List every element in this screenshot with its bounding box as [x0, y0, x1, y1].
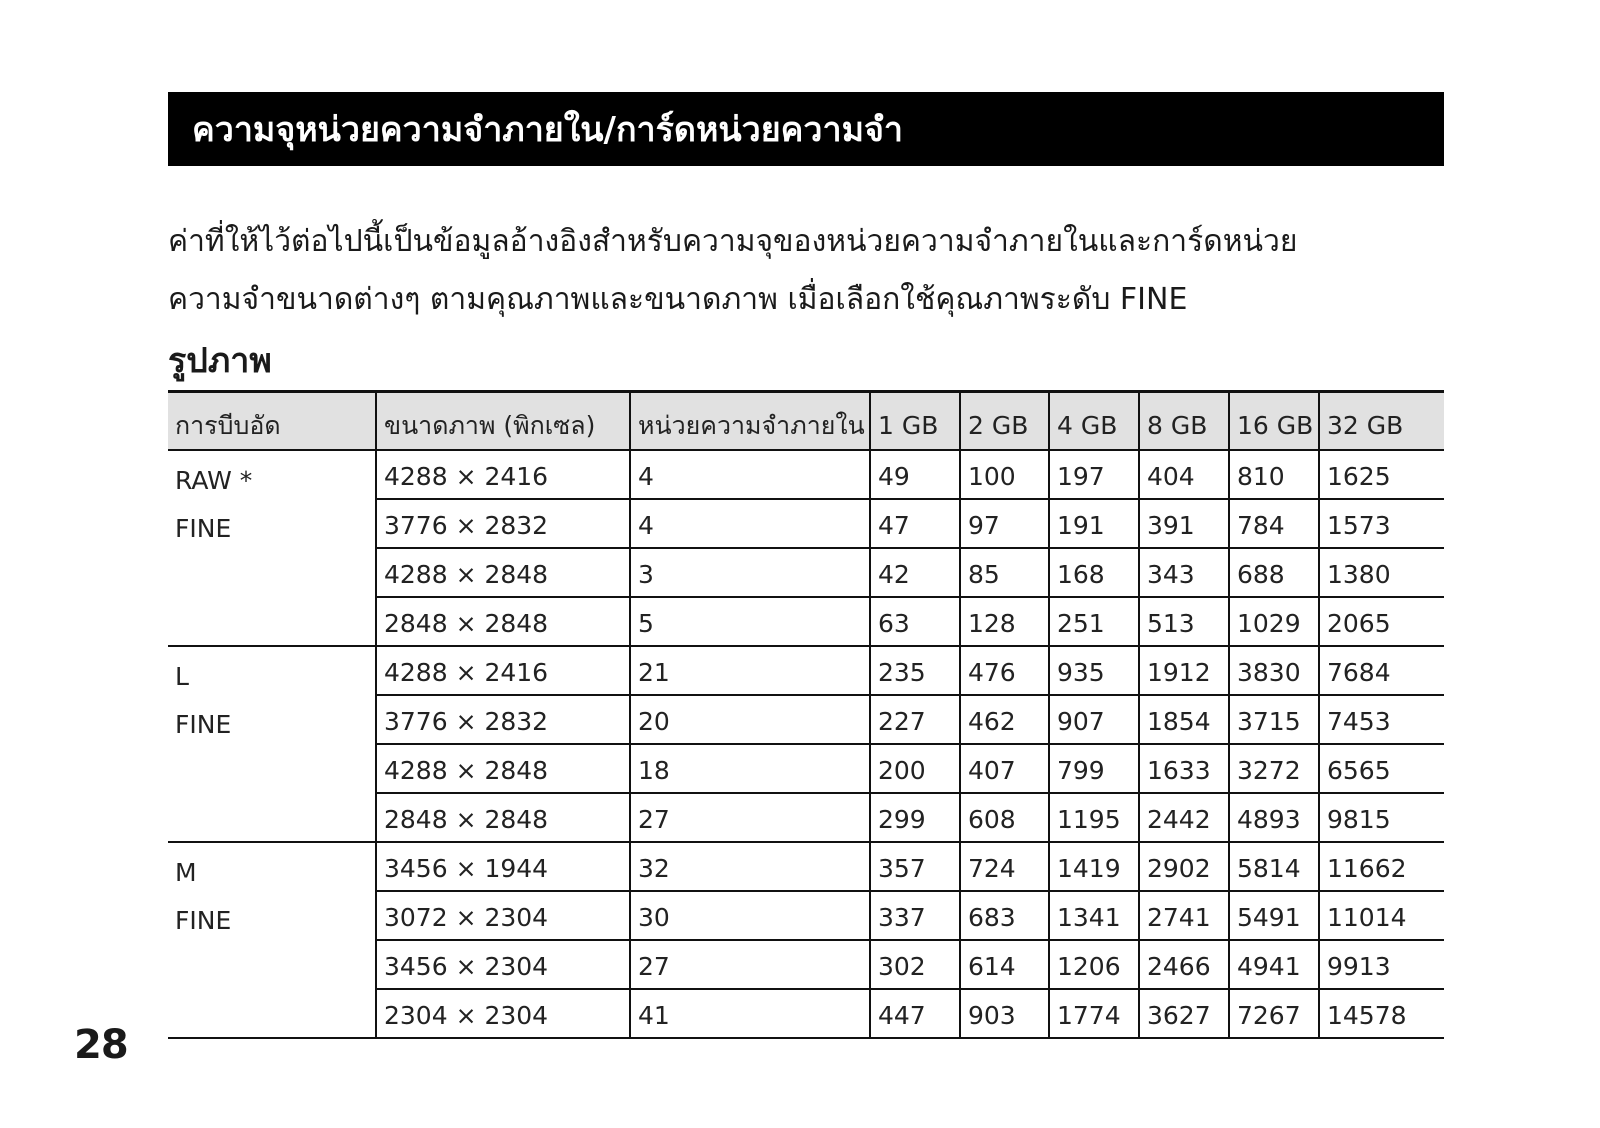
cell-image-size: 3776 × 2832 — [376, 499, 630, 548]
cell-1gb: 227 — [870, 695, 960, 744]
section-title: ความจุหน่วยความจำภายใน/การ์ดหน่วยความจำ — [192, 110, 904, 150]
quality-cell — [168, 450, 376, 646]
cell-4gb: 168 — [1049, 548, 1139, 597]
table-row — [168, 646, 1444, 695]
cell-8gb: 343 — [1139, 548, 1229, 597]
cell-2gb: 100 — [960, 450, 1049, 499]
cell-8gb: 1633 — [1139, 744, 1229, 793]
cell-internal-memory: 18 — [630, 744, 870, 793]
table-body — [168, 450, 1444, 1038]
quality-sublabel: FINE — [175, 905, 232, 935]
cell-4gb: 1774 — [1049, 989, 1139, 1038]
cell-2gb: 903 — [960, 989, 1049, 1038]
cell-32gb: 9913 — [1319, 940, 1444, 989]
cell-32gb: 11014 — [1319, 891, 1444, 940]
cell-4gb: 907 — [1049, 695, 1139, 744]
quality-cell — [168, 842, 376, 1038]
cell-1gb: 337 — [870, 891, 960, 940]
header-compression: การบีบอัด — [168, 392, 376, 450]
cell-8gb: 2741 — [1139, 891, 1229, 940]
header-32gb: 32 GB — [1319, 392, 1444, 450]
quality-label: RAW * — [175, 465, 253, 495]
cell-4gb: 251 — [1049, 597, 1139, 646]
table-header-row — [168, 392, 1444, 450]
section-title-bar — [168, 92, 1444, 166]
cell-16gb: 3715 — [1229, 695, 1319, 744]
cell-32gb: 9815 — [1319, 793, 1444, 842]
cell-internal-memory: 4 — [630, 499, 870, 548]
cell-16gb: 688 — [1229, 548, 1319, 597]
cell-1gb: 235 — [870, 646, 960, 695]
header-16gb: 16 GB — [1229, 392, 1319, 450]
cell-image-size: 2304 × 2304 — [376, 989, 630, 1038]
cell-16gb: 810 — [1229, 450, 1319, 499]
cell-8gb: 1912 — [1139, 646, 1229, 695]
header-1gb: 1 GB — [870, 392, 960, 450]
cell-image-size: 2848 × 2848 — [376, 597, 630, 646]
cell-8gb: 404 — [1139, 450, 1229, 499]
cell-2gb: 683 — [960, 891, 1049, 940]
cell-8gb: 3627 — [1139, 989, 1229, 1038]
header-image-size: ขนาดภาพ (พิกเซล) — [376, 392, 630, 450]
cell-1gb: 63 — [870, 597, 960, 646]
cell-image-size: 3456 × 1944 — [376, 842, 630, 891]
cell-internal-memory: 20 — [630, 695, 870, 744]
intro-line-1: ค่าที่ให้ไว้ต่อไปนี้เป็นข้อมูลอ้างอิงสำหรับความจุของหน่วยความจำภายในและการ์ดหน่วย — [168, 224, 1298, 259]
cell-32gb: 2065 — [1319, 597, 1444, 646]
table-row — [168, 842, 1444, 891]
cell-2gb: 724 — [960, 842, 1049, 891]
cell-32gb: 7684 — [1319, 646, 1444, 695]
header-4gb: 4 GB — [1049, 392, 1139, 450]
cell-4gb: 191 — [1049, 499, 1139, 548]
cell-2gb: 608 — [960, 793, 1049, 842]
cell-2gb: 85 — [960, 548, 1049, 597]
cell-4gb: 197 — [1049, 450, 1139, 499]
cell-16gb: 3272 — [1229, 744, 1319, 793]
cell-1gb: 47 — [870, 499, 960, 548]
cell-1gb: 299 — [870, 793, 960, 842]
cell-2gb: 97 — [960, 499, 1049, 548]
cell-4gb: 1341 — [1049, 891, 1139, 940]
page-number: 28 — [74, 1022, 128, 1068]
quality-sublabel: FINE — [175, 709, 232, 739]
cell-4gb: 1195 — [1049, 793, 1139, 842]
quality-label: M — [175, 857, 197, 887]
cell-8gb: 391 — [1139, 499, 1229, 548]
cell-internal-memory: 41 — [630, 989, 870, 1038]
cell-1gb: 357 — [870, 842, 960, 891]
cell-internal-memory: 21 — [630, 646, 870, 695]
cell-image-size: 3072 × 2304 — [376, 891, 630, 940]
cell-16gb: 784 — [1229, 499, 1319, 548]
cell-1gb: 42 — [870, 548, 960, 597]
table-row — [168, 450, 1444, 499]
cell-image-size: 2848 × 2848 — [376, 793, 630, 842]
cell-4gb: 1419 — [1049, 842, 1139, 891]
cell-16gb: 7267 — [1229, 989, 1319, 1038]
quality-label: L — [175, 661, 189, 691]
cell-8gb: 2902 — [1139, 842, 1229, 891]
cell-2gb: 407 — [960, 744, 1049, 793]
cell-32gb: 1380 — [1319, 548, 1444, 597]
cell-16gb: 4941 — [1229, 940, 1319, 989]
cell-8gb: 513 — [1139, 597, 1229, 646]
quality-cell — [168, 646, 376, 842]
intro-paragraph — [168, 213, 1458, 329]
cell-16gb: 4893 — [1229, 793, 1319, 842]
cell-16gb: 1029 — [1229, 597, 1319, 646]
cell-32gb: 7453 — [1319, 695, 1444, 744]
cell-32gb: 1573 — [1319, 499, 1444, 548]
cell-image-size: 3776 × 2832 — [376, 695, 630, 744]
intro-line-2: ความจำขนาดต่างๆ ตามคุณภาพและขนาดภาพ เมื่อเลือกใช้คุณภาพระดับ FINE — [168, 282, 1188, 317]
cell-1gb: 447 — [870, 989, 960, 1038]
cell-internal-memory: 30 — [630, 891, 870, 940]
cell-2gb: 128 — [960, 597, 1049, 646]
cell-image-size: 4288 × 2416 — [376, 450, 630, 499]
header-2gb: 2 GB — [960, 392, 1049, 450]
cell-1gb: 302 — [870, 940, 960, 989]
cell-32gb: 11662 — [1319, 842, 1444, 891]
cell-internal-memory: 4 — [630, 450, 870, 499]
cell-16gb: 3830 — [1229, 646, 1319, 695]
cell-internal-memory: 3 — [630, 548, 870, 597]
cell-internal-memory: 27 — [630, 793, 870, 842]
cell-image-size: 4288 × 2416 — [376, 646, 630, 695]
cell-8gb: 1854 — [1139, 695, 1229, 744]
cell-2gb: 614 — [960, 940, 1049, 989]
header-internal-memory: หน่วยความจำภายใน — [630, 392, 870, 450]
quality-sublabel: FINE — [175, 513, 232, 543]
cell-1gb: 200 — [870, 744, 960, 793]
cell-8gb: 2442 — [1139, 793, 1229, 842]
cell-4gb: 935 — [1049, 646, 1139, 695]
subsection-heading: รูปภาพ — [168, 341, 272, 381]
cell-1gb: 49 — [870, 450, 960, 499]
cell-4gb: 1206 — [1049, 940, 1139, 989]
cell-32gb: 6565 — [1319, 744, 1444, 793]
cell-image-size: 4288 × 2848 — [376, 548, 630, 597]
cell-2gb: 462 — [960, 695, 1049, 744]
cell-internal-memory: 27 — [630, 940, 870, 989]
cell-2gb: 476 — [960, 646, 1049, 695]
cell-internal-memory: 5 — [630, 597, 870, 646]
cell-32gb: 14578 — [1319, 989, 1444, 1038]
cell-32gb: 1625 — [1319, 450, 1444, 499]
cell-image-size: 4288 × 2848 — [376, 744, 630, 793]
capacity-table — [168, 390, 1444, 1039]
cell-8gb: 2466 — [1139, 940, 1229, 989]
cell-16gb: 5814 — [1229, 842, 1319, 891]
cell-image-size: 3456 × 2304 — [376, 940, 630, 989]
cell-16gb: 5491 — [1229, 891, 1319, 940]
cell-4gb: 799 — [1049, 744, 1139, 793]
header-8gb: 8 GB — [1139, 392, 1229, 450]
cell-internal-memory: 32 — [630, 842, 870, 891]
